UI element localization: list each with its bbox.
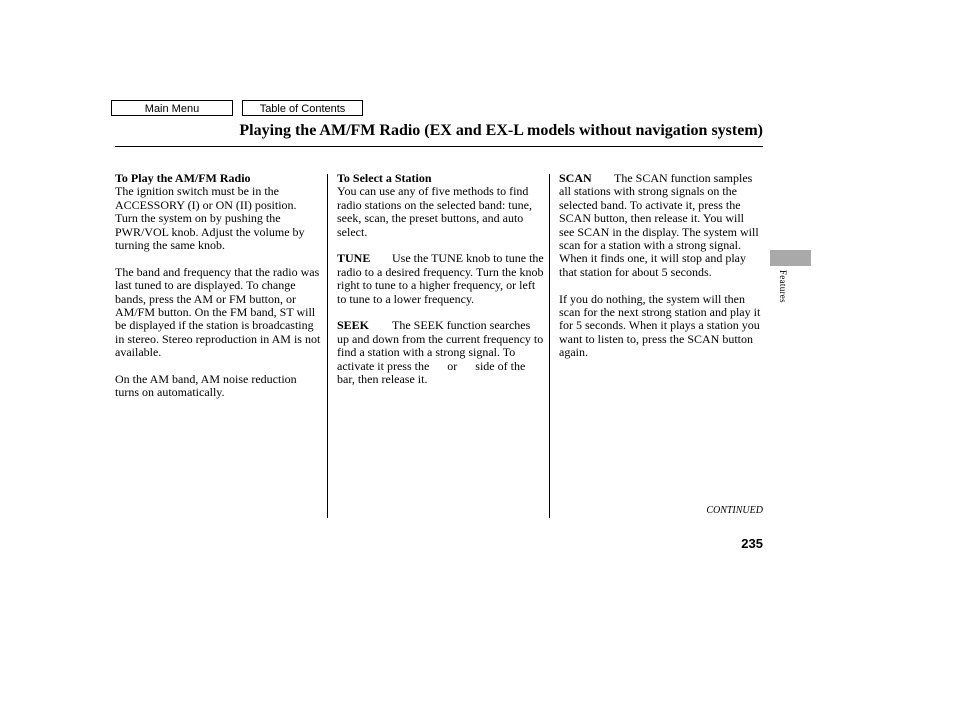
page-title: Playing the AM/FM Radio (EX and EX-L models without navigation system): [239, 122, 763, 139]
page-number: 235: [741, 536, 763, 551]
tune-label: TUNE: [337, 251, 371, 266]
paragraph-band-frequency: The band and frequency that the radio was last tuned to are displayed. To change bands, press the AM or FM button, or AM/FM button. On the FM band, ST will be displayed if the station is broadcasting in stereo. Stereo reproduction in AM is not available.: [115, 264, 321, 360]
column-divider: [327, 174, 328, 518]
paragraph-scan-next: If you do nothing, the system will then scan for the next strong station and play it for 5 seconds. When it plays a station you want to listen to, press the SCAN button again.: [559, 291, 761, 360]
section-heading-play-radio: To Play the AM/FM Radio: [115, 171, 251, 185]
seek-text-2: side of the bar, then release it.: [337, 358, 526, 387]
column-select-station: [337, 172, 544, 400]
section-tab-label: Features: [778, 270, 788, 303]
scan-text: The SCAN function samples all stations with strong signals on the selected band. To activate it, press the SCAN button, then release it. You will see SCAN in the display. The system will scan for a station with a strong signal. When it finds one, it will stop and play that station for about 5 seconds.: [559, 171, 759, 279]
continued-label: CONTINUED: [706, 505, 763, 516]
scan-label: SCAN: [559, 171, 592, 185]
paragraph-scan: [559, 172, 762, 279]
tune-text: Use the TUNE knob to tune the radio to a desired frequency. Turn the knob right to tune to a higher frequency, or left to tune to a lower frequency.: [337, 251, 544, 306]
section-tab: [770, 250, 811, 266]
seek-text-1: The SEEK function searches up and down from the current frequency to find a station with a strong signal. To activate it press the: [337, 318, 544, 373]
main-menu-button[interactable]: Main Menu: [111, 100, 233, 116]
paragraph-ignition: The ignition switch must be in the ACCESSORY (I) or ON (II) position. Turn the system on by pushing the PWR/VOL knob. Adjust the volume by turning the same knob.: [115, 184, 305, 253]
table-of-contents-button[interactable]: Table of Contents: [242, 100, 363, 116]
section-heading-select-station: To Select a Station: [337, 171, 432, 185]
column-scan: [559, 172, 762, 373]
column-play-radio: [115, 172, 321, 413]
paragraph-tune: [337, 252, 544, 306]
seek-or: or: [447, 358, 458, 373]
column-divider: [549, 174, 550, 518]
paragraph-select-intro: You can use any of five methods to find radio stations on the selected band: tune, seek, scan, the preset buttons, and auto select.: [337, 184, 532, 239]
title-rule: [115, 146, 763, 147]
paragraph-seek: [337, 319, 544, 386]
paragraph-am-noise: On the AM band, AM noise reduction turns on automatically.: [115, 372, 297, 400]
seek-label: SEEK: [337, 318, 370, 333]
